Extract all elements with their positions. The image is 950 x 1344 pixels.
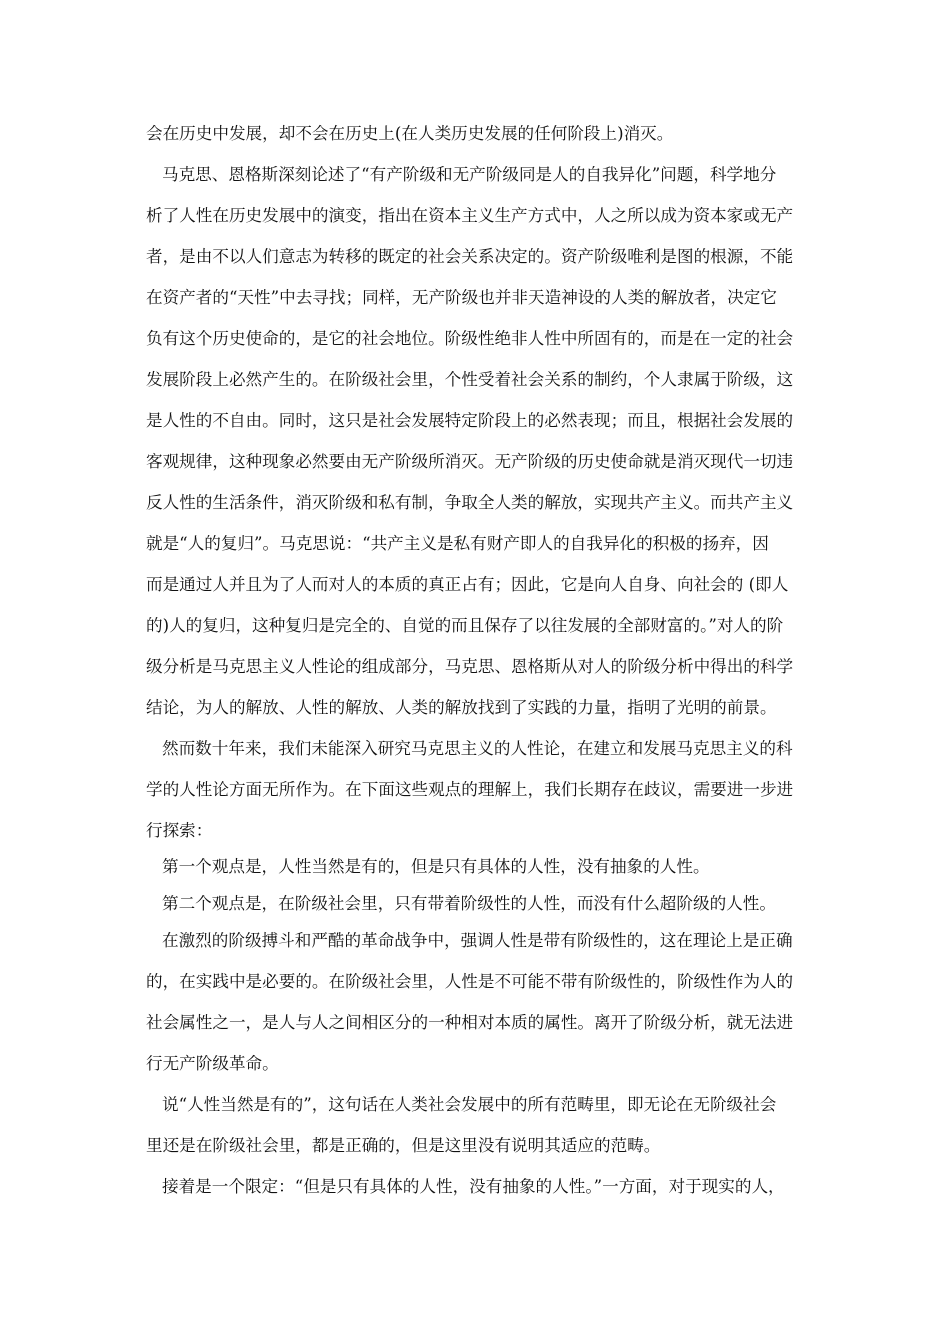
paragraph-first-line: 说“人性当然是有的”，这句话在人类社会发展中的所有范畴里，即无论在无阶级社会 [162, 1095, 777, 1114]
paragraph-first-line: 第二个观点是，在阶级社会里，只有带着阶级性的人性，而没有什么超阶级的人性。 [162, 894, 776, 913]
paragraph-first-line: 在激烈的阶级搏斗和严酷的革命战争中，强调人性是带有阶级性的，这在理论上是正确 [162, 931, 793, 950]
text-line: 里还是在阶级社会里，都是正确的，但是这里没有说明其适应的范畴。 [146, 1136, 661, 1155]
paragraph-first-line: 第一个观点是，人性当然是有的，但是只有具体的人性，没有抽象的人性。 [162, 857, 710, 876]
text-line: 结论，为人的解放、人性的解放、人类的解放找到了实践的力量，指明了光明的前景。 [146, 698, 777, 717]
text-line: 行无产阶级革命。 [146, 1054, 279, 1073]
text-line: 在资产者的“天性”中去寻找；同样，无产阶级也并非天造神设的人类的解放者，决定它 [146, 288, 777, 307]
text-line: 者，是由不以人们意志为转移的既定的社会关系决定的。资产阶级唯利是图的根源，不能 [146, 247, 794, 266]
text-line: 行探索： [146, 821, 213, 840]
text-line: 客观规律，这种现象必然要由无产阶级所消灭。无产阶级的历史使命就是消灭现代一切违 [146, 452, 794, 471]
text-line: 是人性的不自由。同时，这只是社会发展特定阶段上的必然表现；而且，根据社会发展的 [146, 411, 794, 430]
paragraph-first-line: 然而数十年来，我们未能深入研究马克思主义的人性论，在建立和发展马克思主义的科 [162, 739, 793, 758]
text-line: 就是“人的复归”。马克思说：“共产主义是私有财产即人的自我异化的积极的扬弃，因 [146, 534, 769, 553]
text-line: 级分析是马克思主义人性论的组成部分，马克思、恩格斯从对人的阶级分析中得出的科学 [146, 657, 794, 676]
text-line: 而是通过人并且为了人而对人的本质的真正占有；因此，它是向人自身、向社会的 (即人 [146, 575, 789, 594]
paragraph-first-line: 马克思、恩格斯深刻论述了“有产阶级和无产阶级同是人的自我异化”问题，科学地分 [162, 165, 777, 184]
text-line: 社会属性之一，是人与人之间相区分的一种相对本质的属性。离开了阶级分析，就无法进 [146, 1013, 794, 1032]
text-line: 的)人的复归，这种复归是完全的、自觉的而且保存了以往发展的全部财富的。”对人的阶 [146, 616, 784, 635]
text-line: 析了人性在历史发展中的演变，指出在资本主义生产方式中，人之所以成为资本家或无产 [146, 206, 794, 225]
text-line: 发展阶段上必然产生的。在阶级社会里，个性受着社会关系的制约，个人隶属于阶级，这 [146, 370, 794, 389]
text-line: 会在历史中发展，却不会在历史上(在人类历史发展的任何阶段上)消灭。 [146, 124, 674, 143]
text-line: 的，在实践中是必要的。在阶级社会里，人性是不可能不带有阶级性的，阶级性作为人的 [146, 972, 794, 991]
text-line: 反人性的生活条件，消灭阶级和私有制，争取全人类的解放，实现共产主义。而共产主义 [146, 493, 794, 512]
paragraph-first-line: 接着是一个限定：“但是只有具体的人性，没有抽象的人性。”一方面，对于现实的人， [162, 1177, 785, 1196]
text-line: 负有这个历史使命的，是它的社会地位。阶级性绝非人性中所固有的，而是在一定的社会 [146, 329, 794, 348]
text-line: 学的人性论方面无所作为。在下面这些观点的理解上，我们长期存在歧议，需要进一步进 [146, 780, 794, 799]
